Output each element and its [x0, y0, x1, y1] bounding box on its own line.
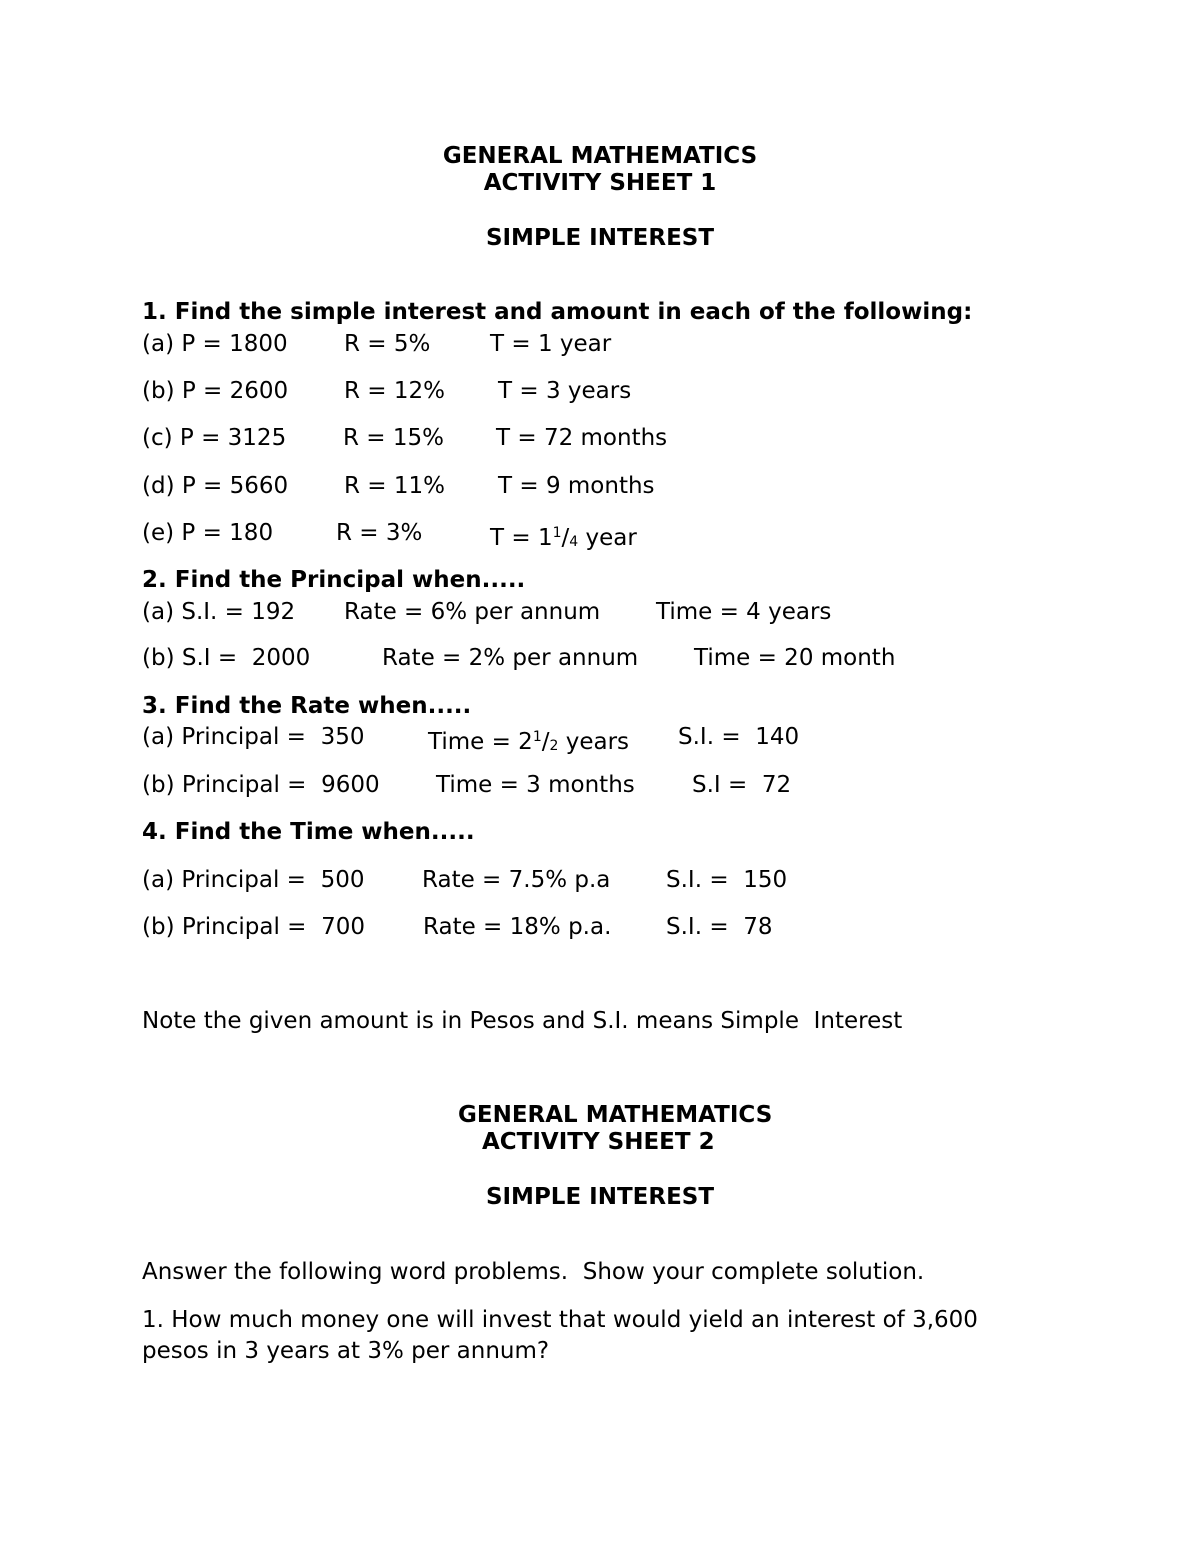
sheet2-topic-title: SIMPLE INTEREST — [485, 1184, 715, 1210]
q1-item-e-time-whole: T = 1 — [490, 525, 553, 551]
q2-item-b-rate: Rate = 2% per annum — [382, 645, 639, 671]
q2-item-b-time: Time = 20 month — [694, 645, 896, 671]
q3-item-a-time-unit: years — [558, 729, 630, 755]
q2-heading: 2. Find the Principal when..... — [142, 567, 526, 593]
q3-item-b-time: Time = 3 months — [436, 772, 635, 798]
q1-item-d-rate: R = 11% — [344, 473, 445, 499]
q1-item-b-rate: R = 12% — [344, 378, 445, 404]
sheet2-subject-title: GENERAL MATHEMATICS — [458, 1102, 773, 1128]
q3-heading: 3. Find the Rate when..... — [142, 693, 472, 719]
sheet1-activity-title: ACTIVITY SHEET 1 — [483, 170, 717, 196]
sheet2-problem-1-line-2: pesos in 3 years at 3% per annum? — [142, 1338, 550, 1364]
sheet1-subject-title: GENERAL MATHEMATICS — [442, 143, 758, 169]
q1-item-d-principal: (d) P = 5660 — [142, 473, 289, 499]
q1-item-c-principal: (c) P = 3125 — [142, 425, 287, 451]
q1-item-e-time — [490, 519, 637, 556]
q3-item-a-time-slash: / — [541, 729, 550, 755]
q3-item-a-principal: (a) Principal = 350 — [142, 724, 365, 750]
q4-item-b-si: S.I. = 78 — [666, 914, 773, 940]
q3-item-a-time-numerator: 1 — [532, 729, 542, 745]
q1-item-d-time: T = 9 months — [498, 473, 655, 499]
q1-item-e-time-numerator: 1 — [552, 525, 562, 541]
sheet2-problem-1-line-1: 1. How much money one will invest that would yield an interest of 3,600 — [142, 1307, 978, 1333]
q1-item-e-principal: (e) P = 180 — [142, 520, 274, 546]
q3-item-a-time-denominator: 2 — [549, 738, 559, 754]
sheet2-activity-title: ACTIVITY SHEET 2 — [482, 1129, 715, 1155]
q1-item-e-time-denominator: 4 — [569, 534, 579, 550]
q3-item-a-time — [428, 723, 629, 760]
q3-item-b-si: S.I = 72 — [692, 772, 792, 798]
q2-item-a-rate: Rate = 6% per annum — [344, 599, 601, 625]
q1-item-a-rate: R = 5% — [344, 331, 431, 357]
q1-item-a-time: T = 1 year — [490, 331, 612, 357]
q4-item-a-rate: Rate = 7.5% p.a — [422, 867, 611, 893]
q3-item-a-si: S.I. = 140 — [678, 724, 800, 750]
q2-item-a-time: Time = 4 years — [656, 599, 832, 625]
q4-item-a-si: S.I. = 150 — [666, 867, 788, 893]
q1-item-e-time-slash: / — [561, 525, 570, 551]
q4-item-a-principal: (a) Principal = 500 — [142, 867, 365, 893]
sheet2-instruction: Answer the following word problems. Show your complete solution. — [142, 1259, 925, 1285]
q4-item-b-rate: Rate = 18% p.a. — [423, 914, 612, 940]
q1-item-e-time-unit: year — [578, 525, 637, 551]
q1-item-c-time: T = 72 months — [496, 425, 668, 451]
sheet1-note: Note the given amount is in Pesos and S.I. means Simple Interest — [142, 1008, 903, 1034]
q1-heading: 1. Find the simple interest and amount in each of the following: — [142, 299, 973, 325]
q3-item-a-time-whole: Time = 2 — [428, 729, 533, 755]
q1-item-b-principal: (b) P = 2600 — [142, 378, 289, 404]
q4-heading: 4. Find the Time when..... — [142, 819, 475, 845]
sheet1-topic-title: SIMPLE INTEREST — [485, 225, 715, 251]
q2-item-a-si: (a) S.I. = 192 — [142, 599, 296, 625]
q1-item-a-principal: (a) P = 1800 — [142, 331, 288, 357]
q1-item-b-time: T = 3 years — [498, 378, 632, 404]
q4-item-b-principal: (b) Principal = 700 — [142, 914, 365, 940]
q2-item-b-si: (b) S.I = 2000 — [142, 645, 311, 671]
q1-item-c-rate: R = 15% — [343, 425, 444, 451]
q3-item-b-principal: (b) Principal = 9600 — [142, 772, 380, 798]
q1-item-e-rate: R = 3% — [336, 520, 423, 546]
